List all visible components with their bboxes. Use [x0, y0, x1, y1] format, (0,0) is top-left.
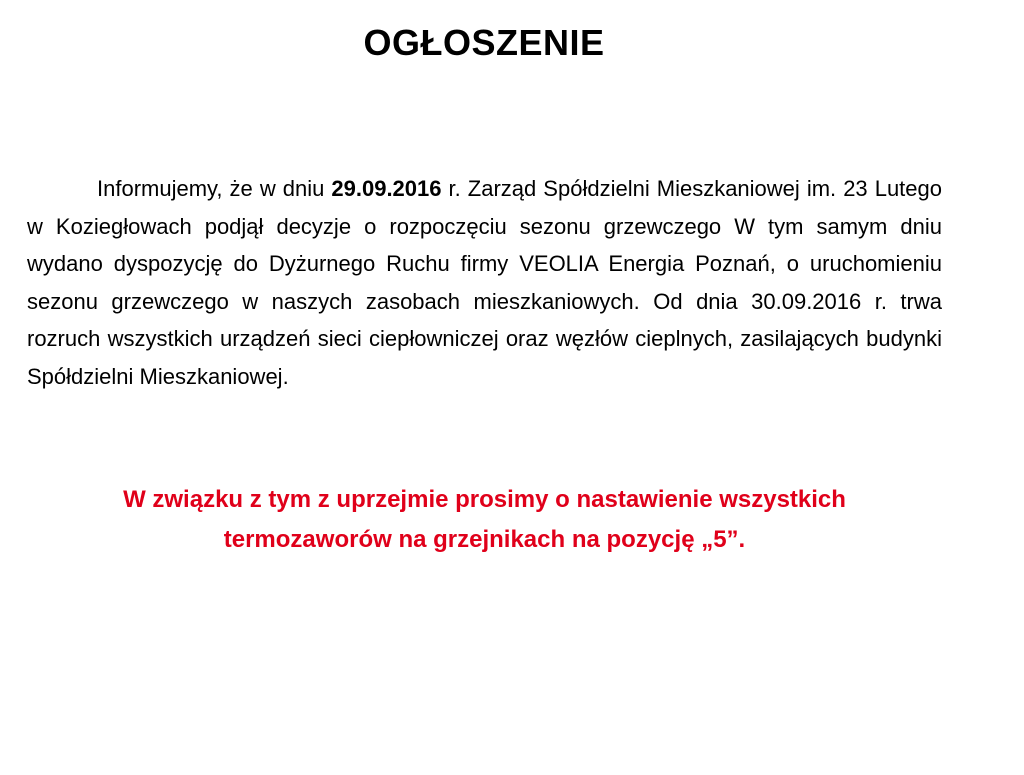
- announcement-paragraph: [27, 170, 942, 395]
- page-title: OGŁOSZENIE: [363, 22, 605, 63]
- notice-line-1: W związku z tym z uprzejmie prosimy o nastawienie wszystkich: [123, 486, 846, 513]
- paragraph-intro: Informujemy, że w dniu: [97, 176, 332, 201]
- heating-notice: [27, 480, 942, 560]
- decision-date: 29.09.2016: [331, 176, 442, 201]
- notice-line-2: termozaworów na grzejnikach na pozycję „5”.: [223, 526, 746, 553]
- paragraph-body: r. Zarząd Spółdzielni Mieszkaniowej im. 23 Lutego w Koziegłowach podjął decyzje o rozpoczęciu sezonu grzewczego W tym samym dniu wydano dyspozycję do Dyżurnego Ruchu firmy VEOLIA Energia Poznań, o uruchomieniu sezonu grzewczego w naszych zasobach mieszkaniowych. Od dnia 30.09.2016 r. trwa rozruch wszystkich urządzeń sieci ciepłowniczej oraz węzłów cieplnych, zasilających budynki Spółdzielni Mieszkaniowej.: [27, 176, 942, 389]
